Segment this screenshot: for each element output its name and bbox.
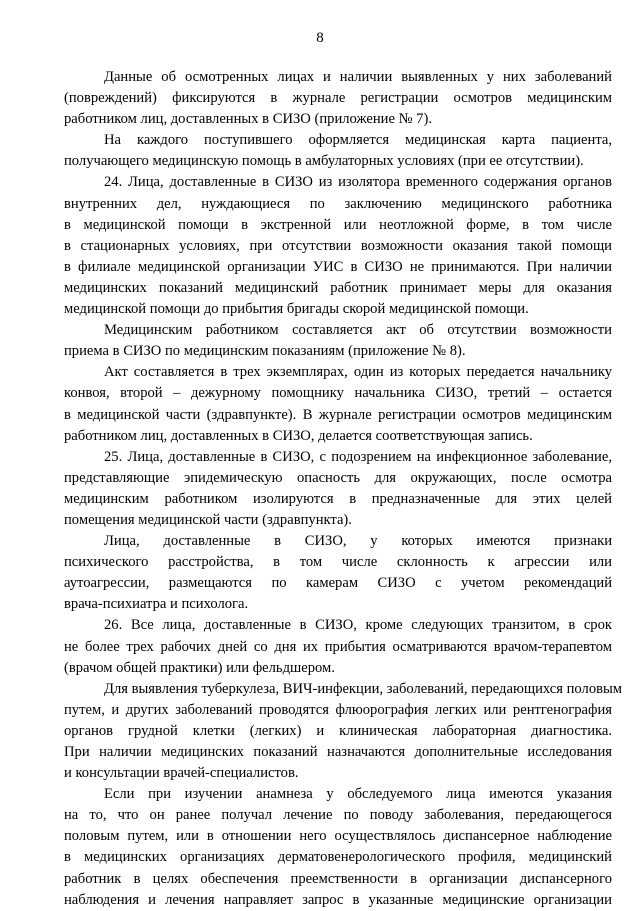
text-line: При наличии медицинских показаний назначаются дополнительные исследования <box>64 744 612 760</box>
text-line: 25. Лица, доставленные в СИЗО, с подозрением на инфекционное заболевание, <box>104 448 612 465</box>
text-line: органов грудной клетки (легких) и клиническая лабораторная диагностика. <box>64 722 612 739</box>
text-line: и консультации врачей-специалистов. <box>64 765 299 782</box>
body-text <box>64 67 623 911</box>
text-line: в стационарных условиях, при отсутствии возможности оказания такой помощи <box>64 237 612 254</box>
text-line: в медицинских организациях дерматовенерологического профиля, медицинский <box>64 849 612 866</box>
text-line: врача-психиатра и психолога. <box>64 596 249 613</box>
text-line: в медицинской части (здравпункте). В журнале регистрации осмотров медицинским <box>64 406 612 423</box>
text-line: наблюдения и лечения направляет запрос в указанные медицинские организации <box>64 891 612 908</box>
text-line: в медицинской помощи в экстренной или неотложной форме, в том числе <box>64 216 612 233</box>
text-line: помещения медицинской части (здравпункта). <box>64 511 352 528</box>
text-line: получающего медицинскую помощь в амбулаторных условиях (при ее отсутствии). <box>64 153 584 170</box>
text-line: 24. Лица, доставленные в СИЗО из изолятора временного содержания органов <box>104 174 612 191</box>
text-line: Для выявления туберкулеза, ВИЧ-инфекции, заболеваний, передающихся половым <box>104 680 623 697</box>
text-line: конвоя, второй – дежурному помощнику начальника СИЗО, третий – остается <box>64 385 612 402</box>
text-line: приема в СИЗО по медицинским показаниям (приложение № 8). <box>64 343 466 360</box>
text-line: Лица, доставленные в СИЗО, у которых имеются признаки <box>104 533 612 550</box>
text-line: медицинским работником изолируются в предназначенные для этих целей <box>64 490 612 507</box>
text-line: путем, и других заболеваний проводятся флюорография легких или рентгенография <box>64 701 612 718</box>
text-line: Акт составляется в трех экземплярах, один из которых передается начальнику <box>104 364 612 381</box>
page-number: 8 <box>316 30 324 46</box>
text-line: (повреждений) фиксируются в журнале регистрации осмотров медицинским <box>64 90 612 107</box>
text-line: медицинской помощи до прибытия бригады скорой медицинской помощи. <box>64 301 529 318</box>
text-line: работником лиц, доставленных в СИЗО (приложение № 7). <box>64 111 432 128</box>
text-line: психического расстройства, в том числе склонность к агрессии или <box>64 554 612 571</box>
text-line: половым путем, или в отношении него осуществлялось диспансерное наблюдение <box>64 828 612 845</box>
text-line: работник в целях обеспечения преемственности в организации диспансерного <box>64 870 612 887</box>
text-line: работником лиц, доставленных в СИЗО, делается соответствующая запись. <box>64 427 533 444</box>
text-line: медицинских показаний медицинский работник принимает меры для оказания <box>64 279 612 296</box>
text-line: аутоагрессии, размещаются по камерам СИЗО с учетом рекомендаций <box>64 575 612 592</box>
text-line: на то, что он ранее получал лечение по поводу заболевания, передающегося <box>64 807 612 824</box>
text-line: внутренних дел, нуждающиеся по заключению медицинского работника <box>64 195 612 212</box>
text-line: не более трех рабочих дней со дня их прибытия осматриваются врачом-терапевтом <box>64 638 612 655</box>
text-line: в филиале медицинской организации УИС в СИЗО не принимаются. При наличии <box>64 258 612 275</box>
text-line: Если при изучении анамнеза у обследуемого лица имеются указания <box>104 786 612 803</box>
text-line: 26. Все лица, доставленные в СИЗО, кроме следующих транзитом, в срок <box>104 617 612 634</box>
text-line: На каждого поступившего оформляется медицинская карта пациента, <box>104 132 612 149</box>
text-line: представляющие эпидемическую опасность для окружающих, после осмотра <box>64 469 612 486</box>
text-line: Медицинским работником составляется акт об отсутствии возможности <box>104 322 612 339</box>
text-line: (врачом общей практики) или фельдшером. <box>64 659 335 676</box>
text-line: Данные об осмотренных лицах и наличии выявленных у них заболеваний <box>104 69 612 85</box>
